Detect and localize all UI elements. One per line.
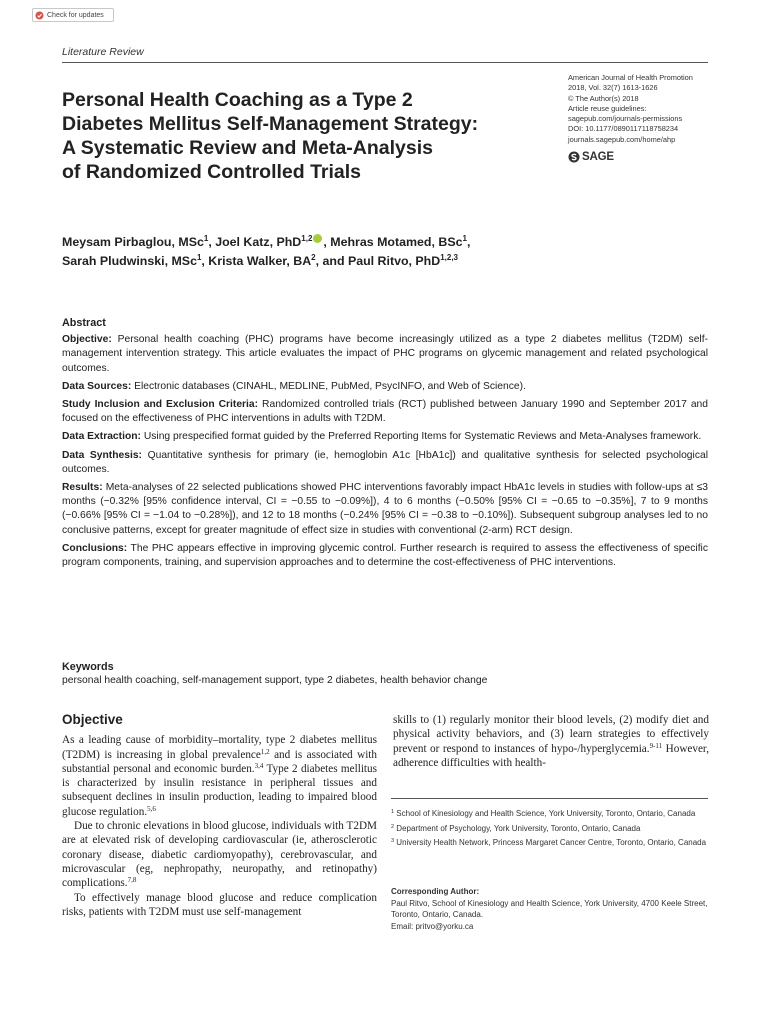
body-paragraph: skills to (1) regularly monitor their blood levels, (2) modify diet and physical activity behaviors, and (3) learn strategies to effectively prevent or respond to instances of hypo-/hyperglycemia.$^{9-11}$ However, adherence difficulties with health-	[393, 714, 710, 769]
abstract-text: The PHC appears effective in improving glycemic control. Further research is required to assess the effectiveness of specific program components, training, and supervision approaches and to determine the cost-effectiveness of PHC interventions.	[62, 542, 708, 569]
abstract-synthesis	[62, 449, 708, 477]
publisher-logo	[568, 151, 614, 163]
abstract-label: Objective:	[62, 334, 112, 346]
abstract-heading: Abstract	[62, 317, 106, 329]
journal-line[interactable]: DOI: 10.1177/0890117118758234	[568, 124, 679, 134]
abstract-text: Meta-analyses of 22 selected publications showed PHC interventions favorably impact HbA1c levels in studies with follow-ups at ≤3 months (−0.32% [95% confidence interval, CI = −0.55 to −0.09%]), 4 to 6 months (−0.50% [95% CI = −0.65 to −0.35%], 7 to 9 months (−0.66% [95% CI = −1.04 to −0.28%]), and 12 to 18 months (−0.24% [95% CI = −0.38 to −0.10%]). Subsequent subgroup analyses led to no conclusive patterns, except for greater magnitude of effect size in studies with conventional (2-arm) RCT design.	[62, 482, 708, 536]
title-line: Personal Health Coaching as a Type 2	[62, 89, 413, 111]
body-paragraph: To effectively manage blood glucose and reduce complication risks, patients with T2DM must use self-management	[62, 891, 377, 918]
author-name: , Mehras Motamed, BSc	[323, 235, 463, 249]
journal-line: 2018, Vol. 32(7) 1613-1626	[568, 83, 658, 93]
publisher-name: SAGE	[582, 151, 614, 163]
affiliation-item: $^2$ Department of Psychology, York University, Toronto, Ontario, Canada	[391, 823, 641, 833]
abstract	[62, 316, 708, 574]
section-heading: Objective	[62, 712, 123, 727]
affiliation-item: $^1$ School of Kinesiology and Health Science, York University, Toronto, Ontario, Canada	[391, 809, 696, 818]
abstract-criteria	[62, 398, 708, 426]
author-affil-sup: 1,2,3	[440, 253, 458, 262]
abstract-objective	[62, 333, 708, 376]
journal-line[interactable]: journals.sagepub.com/home/ahp	[568, 134, 676, 144]
author-affil-sup: 1,2	[301, 234, 313, 243]
badge-label: Check for updates	[47, 11, 104, 19]
body-column-right	[393, 713, 709, 770]
section-label: Literature Review	[62, 46, 144, 58]
author-line	[62, 252, 662, 271]
author-list	[62, 233, 662, 271]
keywords	[62, 660, 708, 688]
abstract-text: Randomized controlled trials (RCT) published between January 1990 and September 2017 and focused on the effectiveness of PHC interventions in adults with T2DM.	[62, 399, 709, 425]
keywords-heading: Keywords	[62, 661, 114, 673]
abstract-conclusions	[62, 542, 708, 570]
title-line: A Systematic Review and Meta-Analysis	[62, 137, 434, 159]
article-title	[62, 88, 562, 184]
sage-logo-icon	[568, 151, 580, 163]
citation[interactable]: 1,2	[260, 747, 270, 756]
author-name: , Krista Walker, BA	[201, 254, 312, 268]
footnote-rule	[391, 798, 708, 799]
abstract-label: Results:	[62, 482, 103, 494]
title-line: of Randomized Controlled Trials	[62, 161, 362, 183]
corresponding-address: Paul Ritvo, School of Kinesiology and Health Science, York University, 4700 Keele Street, Toronto, Ontario, Canada.	[391, 898, 708, 919]
journal-line: American Journal of Health Promotion	[568, 73, 693, 82]
update-icon	[35, 11, 44, 20]
author-name: Meysam Pirbaglou, MSc	[62, 235, 204, 249]
journal-line: © The Author(s) 2018	[568, 93, 639, 103]
orcid-icon[interactable]	[313, 234, 322, 243]
keywords-text: personal health coaching, self-management support, type 2 diabetes, health behavior change	[62, 675, 488, 686]
abstract-results	[62, 481, 708, 538]
abstract-label: Data Synthesis:	[62, 449, 142, 461]
journal-info	[568, 73, 718, 145]
author-name: Sarah Pludwinski, MSc	[62, 254, 197, 268]
abstract-sources	[62, 380, 708, 394]
author-affil-sup: 2	[311, 253, 316, 262]
corresponding-heading: Corresponding Author:	[391, 887, 480, 896]
affiliations	[391, 808, 708, 852]
citation[interactable]: 9-11	[649, 741, 663, 750]
author-affil-sup: 1	[462, 234, 467, 243]
journal-line[interactable]: sagepub.com/journals-permissions	[568, 114, 683, 124]
author-affil-sup: 1	[196, 253, 202, 262]
author-name: , Joel Katz, PhD	[208, 235, 302, 249]
body-paragraph: As a leading cause of morbidity–mortality, type 2 diabetes mellitus (T2DM) is increasing in global prevalence$^{1,2}$ and is associated with substantial personal and economic burden.$^{3,4}$ Type 2 diabetes mellitus is characterized by insulin resistance in peripheral tissues and subsequent declines in insulin production, leading to impaired blood glucose regulation.$^{5,6}$	[62, 734, 378, 818]
abstract-label: Data Sources:	[62, 380, 132, 392]
author-affil-sup: 1	[203, 234, 209, 243]
body-column-left	[62, 713, 377, 919]
corresponding-email[interactable]: Email: pritvo@yorku.ca	[391, 921, 474, 931]
abstract-text: Quantitative synthesis for primary (ie, hemoglobin A1c [HbA1c]) and qualitative synthesis for selected psychological outcomes.	[62, 449, 708, 475]
title-line: Diabetes Mellitus Self-Management Strategy:	[62, 113, 479, 135]
citation[interactable]: 5,6	[147, 804, 156, 813]
author-line: Meysam Pirbaglou, MSc$^1$, Joel Katz, PhD$^{1,2}$ , Mehras Motamed, BSc$^1$,	[62, 234, 471, 249]
author-name: , and Paul Ritvo, PhD	[315, 254, 441, 268]
affiliation-item: $^3$ University Health Network, Princess Margaret Cancer Centre, Toronto, Ontario, Canada	[391, 838, 707, 847]
abstract-label: Conclusions:	[62, 542, 128, 554]
abstract-label: Data Extraction:	[62, 431, 141, 443]
journal-line: Article reuse guidelines:	[568, 103, 647, 113]
abstract-text: Using prespecified format guided by the Preferred Reporting Items for Systematic Reviews and Meta-Analyses framework.	[140, 431, 702, 443]
abstract-text: Personal health coaching (PHC) programs have become increasingly utilized as a type 2 diabetes mellitus (T2DM) self-management intervention strategy. This article evaluates the impact of PHC programs on glycemic management and related psychological outcomes.	[62, 334, 708, 374]
check-for-updates-badge[interactable]	[32, 8, 114, 22]
body-paragraph: Due to chronic elevations in blood glucose, individuals with T2DM are at elevated risk of developing cardiovascular (ie, atherosclerotic coronary disease, diabetic cardiomyopathy), cerebrovascular, and microvascular (eg, nephropathy, neuropathy, and retinopathy) complications.$^{7,8}$	[62, 820, 377, 890]
corresponding-author	[391, 886, 708, 932]
header-rule	[62, 62, 708, 63]
citation[interactable]: 3,4	[254, 761, 264, 770]
abstract-text: Electronic databases (CINAHL, MEDLINE, PubMed, PsycINFO, and Web of Science).	[131, 380, 526, 392]
citation[interactable]: 7,8	[127, 876, 137, 885]
abstract-extraction	[62, 430, 708, 444]
abstract-label: Study Inclusion and Exclusion Criteria:	[62, 399, 259, 411]
